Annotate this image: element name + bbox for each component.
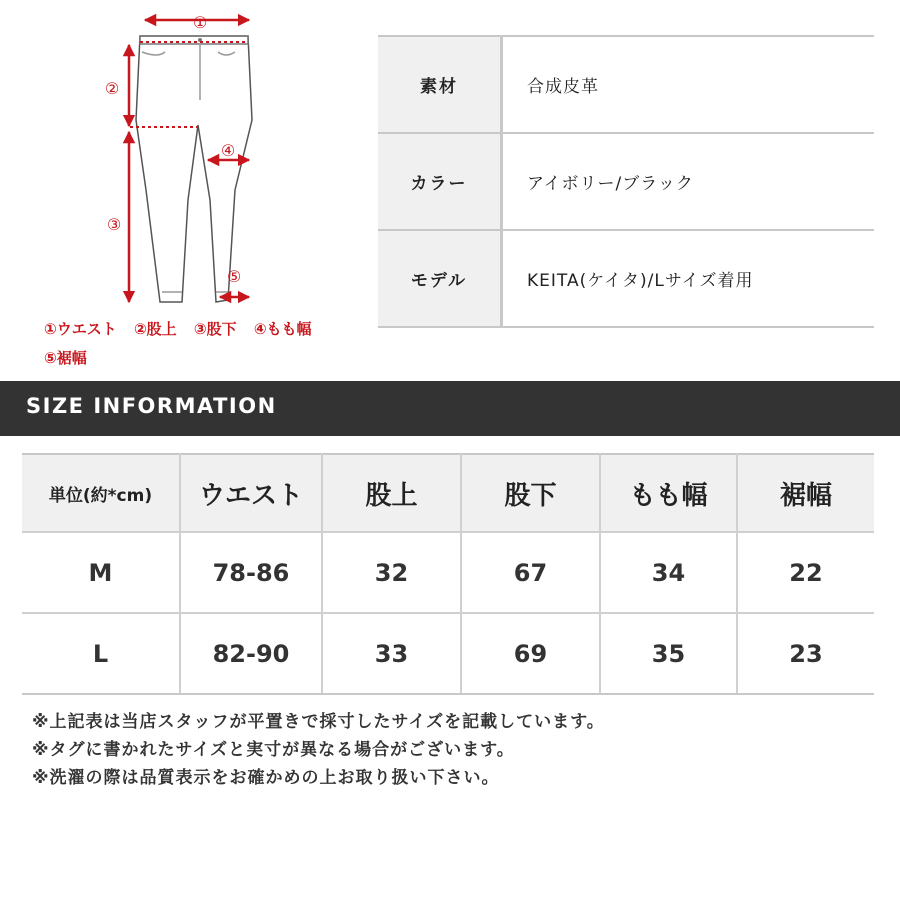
legend-waist: ①ウエスト [44,320,117,338]
product-info-table [378,35,874,328]
table-cell: 69 [461,613,600,694]
table-cell: 35 [600,613,737,694]
note-line: ※タグに書かれたサイズと実寸が異なる場合がございます。 [32,740,515,760]
table-cell: 32 [322,532,461,613]
size-table-header-row [22,454,874,532]
size-notes [32,708,605,792]
note-line: ※洗濯の際は品質表示をお確かめの上お取り扱い下さい。 [32,768,500,788]
info-value: 合成皮革 [502,36,875,133]
table-cell: 82-90 [180,613,322,694]
table-cell: 33 [322,613,461,694]
table-cell: 22 [737,532,874,613]
header-unit: 単位(約*cm) [22,454,180,532]
info-row-material [378,36,874,133]
marker-3: ③ [106,215,122,234]
info-value: KEITA(ケイタ)/Lサイズ着用 [502,230,875,327]
legend-rise: ②股上 [133,320,177,338]
size-label: L [22,613,180,694]
table-cell: 34 [600,532,737,613]
table-row [22,613,874,694]
header-thigh: もも幅 [600,454,737,532]
info-label: カラー [378,133,502,230]
section-title: SIZE INFORMATION [26,394,277,418]
header-waist: ウエスト [180,454,322,532]
note-line: ※上記表は当店スタッフが平置きで採寸したサイズを記載しています。 [32,712,605,732]
legend-hem: ⑤裾幅 [44,349,87,367]
header-hem: 裾幅 [737,454,874,532]
legend-line-2 [44,347,99,368]
header-inseam: 股下 [461,454,600,532]
marker-5: ⑤ [226,267,242,286]
size-information-header [0,381,900,436]
table-cell: 23 [737,613,874,694]
header-rise: 股上 [322,454,461,532]
info-row-model [378,230,874,327]
table-cell: 78-86 [180,532,322,613]
table-row [22,532,874,613]
legend-line-1 [44,318,324,339]
info-value: アイボリー/ブラック [502,133,875,230]
legend-inseam: ③股下 [193,320,237,338]
pants-illustration [30,0,350,320]
marker-2: ② [104,79,120,98]
table-cell: 67 [461,532,600,613]
marker-4: ④ [220,141,236,160]
pants-outline [136,36,252,302]
info-row-color [378,133,874,230]
info-label: モデル [378,230,502,327]
pants-measurement-diagram [30,0,350,380]
size-label: M [22,532,180,613]
size-table [22,453,874,695]
info-label: 素材 [378,36,502,133]
marker-1: ① [192,13,208,32]
legend-thigh: ④もも幅 [253,320,312,338]
